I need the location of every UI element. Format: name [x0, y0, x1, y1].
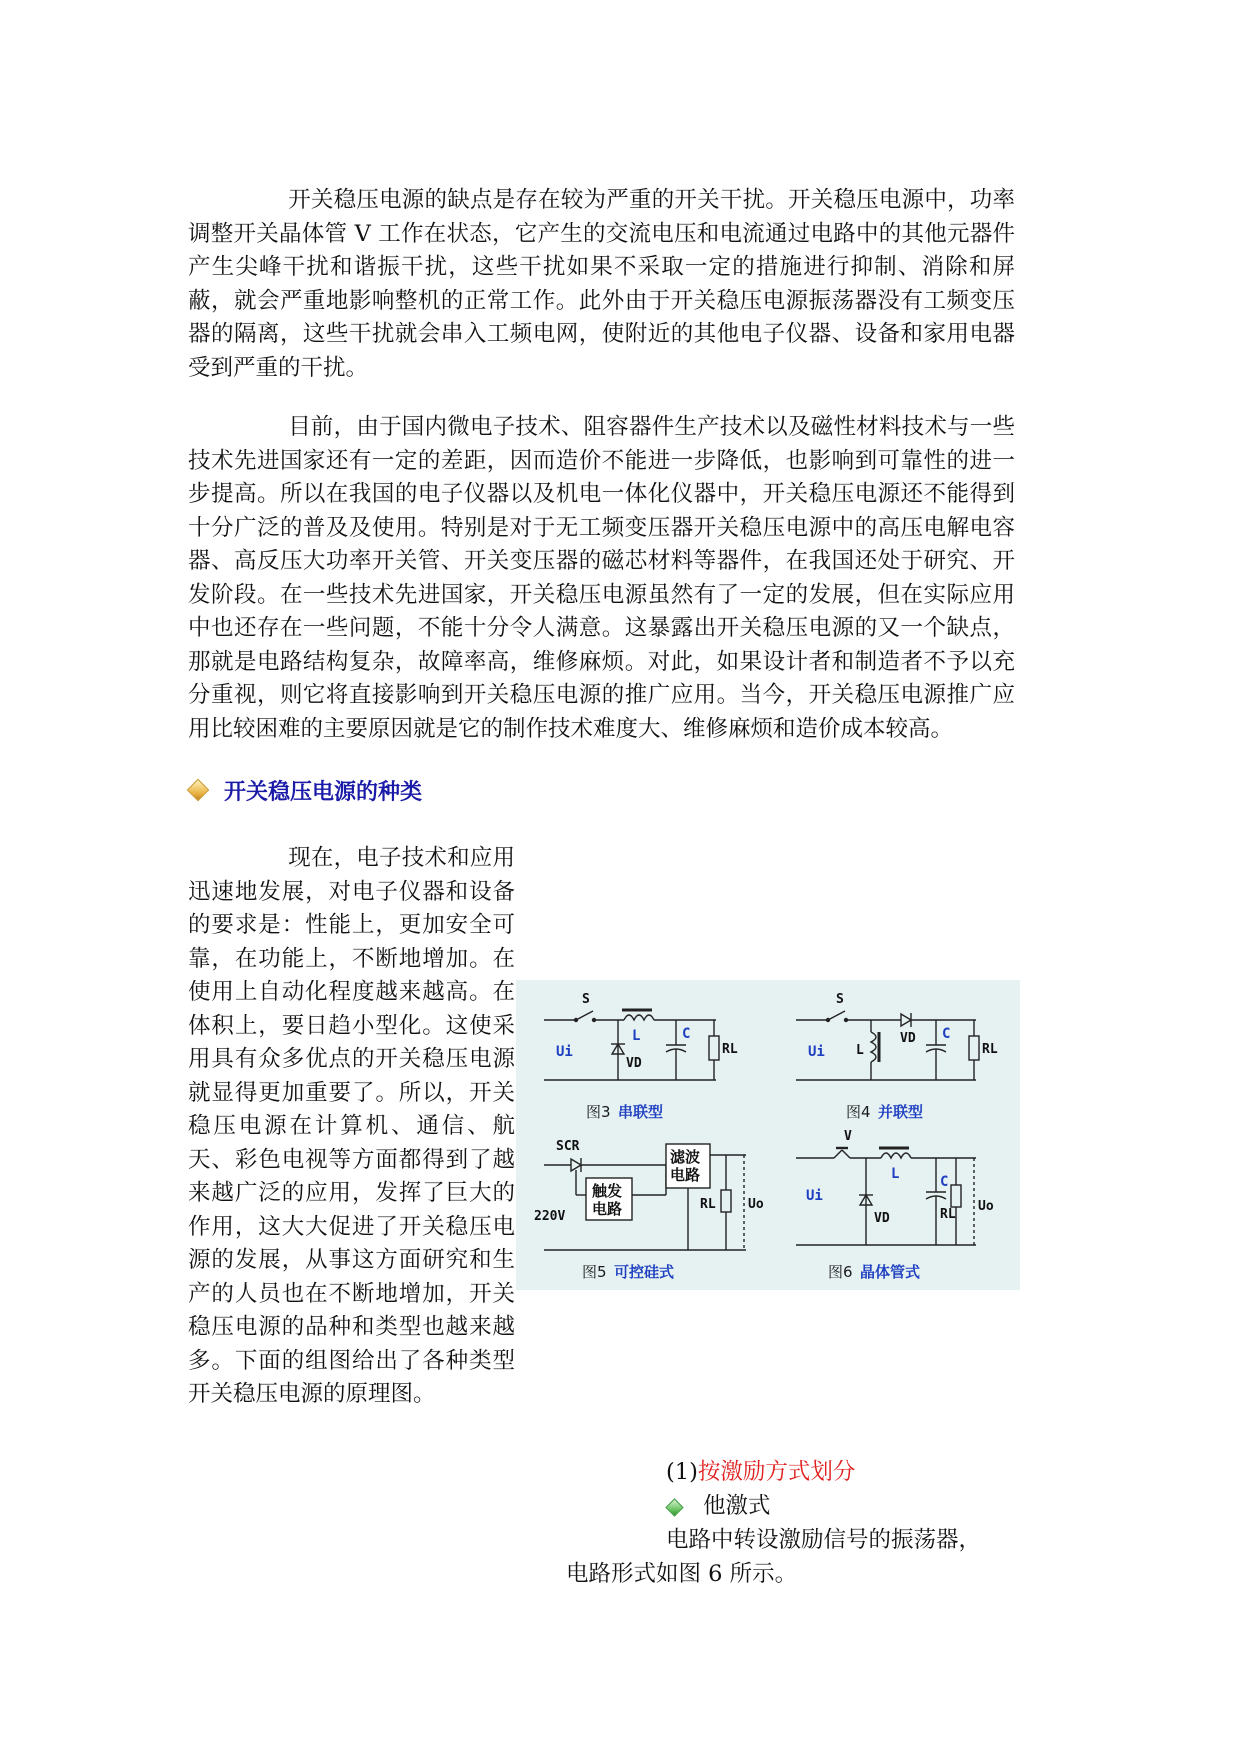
fig6-inductor-label: L — [891, 1166, 900, 1182]
fig4-input-label: Ui — [808, 1044, 825, 1060]
fig4-caption-number: 图4 — [846, 1103, 871, 1121]
fig5-load-label: RL — [700, 1197, 716, 1212]
fig4-capacitor-label: C — [942, 1026, 951, 1042]
fig5-filter-line1: 滤波 — [670, 1148, 701, 1166]
fig5-output-label: Uo — [748, 1197, 764, 1212]
fig5-scr-label: SCR — [556, 1139, 580, 1154]
subsection-title-text: 按激励方式划分 — [697, 1459, 856, 1485]
fig6-capacitor-label: C — [940, 1174, 949, 1190]
diamond-bullet-icon — [187, 779, 210, 802]
fig4-parallel-circuit — [796, 992, 998, 1121]
subsection-title — [666, 1456, 855, 1490]
fig3-input-label: Ui — [556, 1044, 573, 1060]
fig4-switch-label: S — [836, 992, 844, 1007]
left-column-paragraph — [188, 842, 515, 1412]
left-column-text: 现在，电子技术和应用迅速地发展，对电子仪器和设备的要求是：性能上，更加安全可靠，在功能上，不断地增加。在使用上自动化程度越来越高。在体积上，要日趋小型化。这使采用具有众多优点的开关稳压电源就显得更加重要了。所以，开关稳压电源在计算机、通信、航天、彩色电视等方面都得到了越来越广泛的应用，发挥了巨大的作用，这大大促进了开关稳压电源的发展，从事这方面研究和生产的人员也在不断地增加，开关稳压电源的品种和类型也越来越多。下面的组图给出了各种类型开关稳压电源的原理图。 — [188, 845, 515, 1407]
fig5-scr-circuit — [534, 1139, 764, 1281]
fig3-inductor-label: L — [632, 1028, 641, 1044]
fig3-caption-name: 串联型 — [618, 1103, 664, 1121]
fig6-transistor-circuit — [796, 1129, 994, 1281]
fig4-inductor-label: L — [856, 1043, 864, 1058]
subsection-desc-line1-text: 电路中转设激励信号的振荡器， — [666, 1527, 982, 1553]
fig6-load-label: RL — [940, 1207, 956, 1222]
subsection-number: (1) — [666, 1459, 698, 1485]
fig6-caption-number: 图6 — [828, 1263, 853, 1281]
fig3-load-label: RL — [722, 1042, 738, 1057]
fig5-filter-line2: 电路 — [670, 1166, 701, 1184]
fig6-input-label: Ui — [806, 1188, 823, 1204]
green-diamond-bullet-icon — [665, 1498, 683, 1516]
subsection-bullet — [668, 1490, 771, 1524]
fig3-caption-number: 图3 — [586, 1103, 611, 1121]
paragraph-2 — [188, 411, 1015, 746]
circuit-diagram-figure — [516, 980, 1020, 1290]
fig6-caption-name: 晶体管式 — [860, 1263, 921, 1281]
fig5-trigger-line1: 触发 — [592, 1182, 623, 1200]
fig5-caption-number: 图5 — [582, 1263, 607, 1281]
subsection-desc-line2 — [566, 1558, 797, 1592]
fig4-diode-label: VD — [900, 1031, 916, 1046]
section-heading-text: 开关稳压电源的种类 — [224, 779, 423, 805]
fig3-series-circuit — [544, 992, 738, 1121]
fig3-capacitor-label: C — [682, 1026, 691, 1042]
fig6-transistor-label: V — [844, 1129, 852, 1144]
fig5-voltage-label: 220V — [534, 1209, 566, 1224]
paragraph-1-text: 开关稳压电源的缺点是存在较为严重的开关干扰。开关稳压电源中，功率调整开关晶体管 V 工作在状态，它产生的交流电压和电流通过电路中的其他元器件产生尖峰干扰和谐振干扰，这些干扰如果不采取一定的措施进行抑制、消除和屏蔽，就会严重地影响整机的正常工作。此外由于开关稳压电源振荡器没有工频变压器的隔离，这些干扰就会串入工频电网，使附近的其他电子仪器、设备和家用电器受到严重的干扰。 — [188, 187, 1015, 381]
section-heading — [190, 774, 422, 806]
fig6-output-label: Uo — [978, 1199, 994, 1214]
circuit-diagrams-svg — [516, 980, 1020, 1290]
fig5-trigger-line2: 电路 — [592, 1200, 623, 1218]
subsection-bullet-text: 他激式 — [703, 1493, 771, 1519]
subsection-desc-line2-text: 电路形式如图 6 所示。 — [566, 1561, 798, 1587]
paragraph-1 — [188, 184, 1015, 385]
fig6-diode-label: VD — [874, 1211, 890, 1226]
paragraph-2-text: 目前，由于国内微电子技术、阻容器件生产技术以及磁性材料技术与一些技术先进国家还有一定的差距，因而造价不能进一步降低，也影响到可靠性的进一步提高。所以在我国的电子仪器以及机电一体化仪器中，开关稳压电源还不能得到十分广泛的普及及使用。特别是对于无工频变压器开关稳压电源中的高压电解电容器、高反压大功率开关管、开关变压器的磁芯材料等器件，在我国还处于研究、开发阶段。在一些技术先进国家，开关稳压电源虽然有了一定的发展，但在实际应用中也还存在一些问题，不能十分令人满意。这暴露出开关稳压电源的又一个缺点，那就是电路结构复杂，故障率高，维修麻烦。对此，如果设计者和制造者不予以充分重视，则它将直接影响到开关稳压电源的推广应用。当今，开关稳压电源推广应用比较困难的主要原因就是它的制作技术难度大、维修麻烦和造价成本较高。 — [188, 414, 1015, 742]
subsection-desc-line1 — [666, 1524, 981, 1558]
fig3-diode-label: VD — [626, 1056, 642, 1071]
fig4-caption-name: 并联型 — [878, 1103, 924, 1121]
fig4-load-label: RL — [982, 1042, 998, 1057]
fig5-caption-name: 可控硅式 — [614, 1263, 675, 1281]
fig3-switch-label: S — [582, 992, 590, 1007]
